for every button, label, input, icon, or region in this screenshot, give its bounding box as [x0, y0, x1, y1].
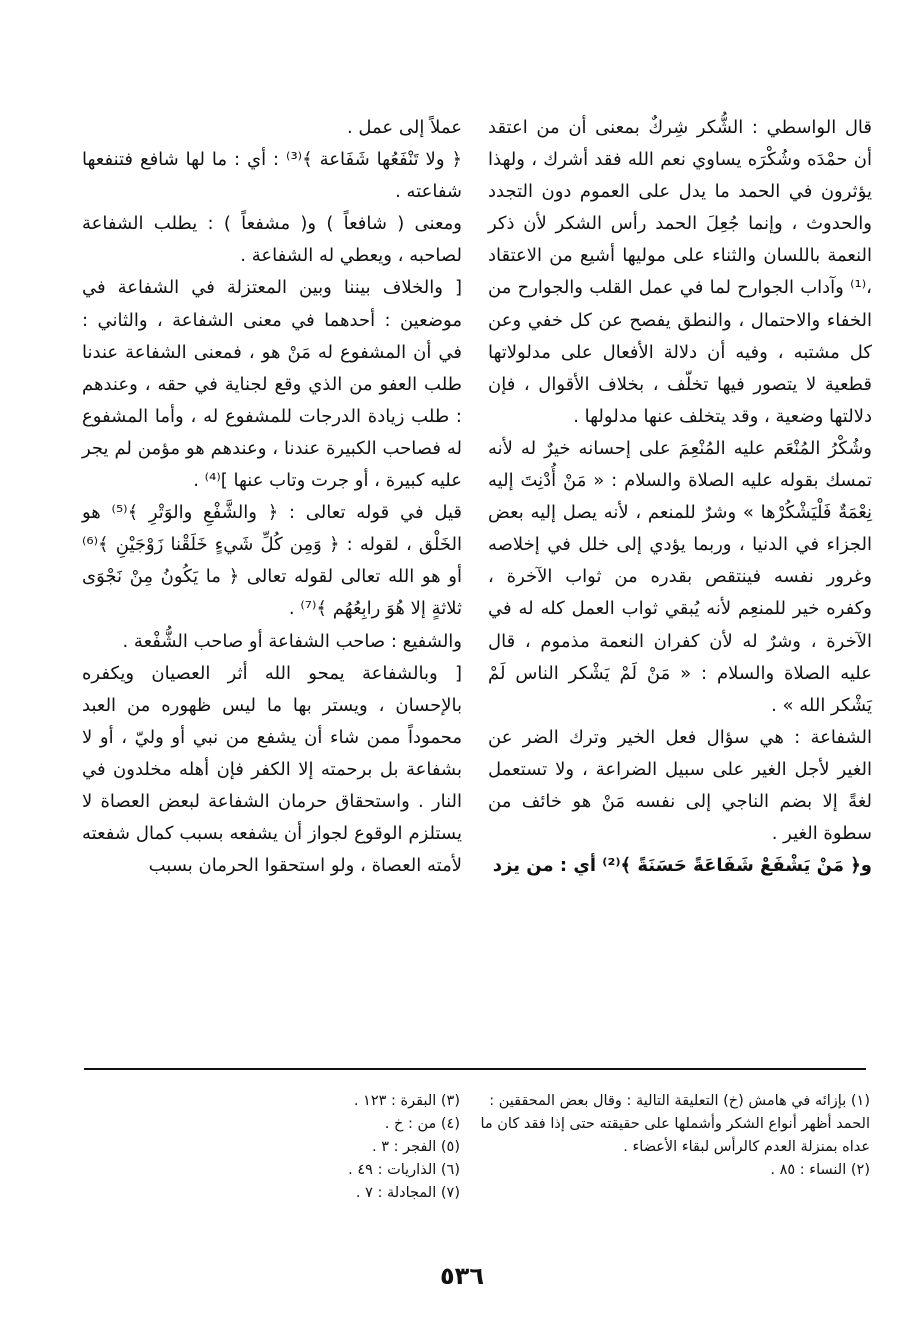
paragraph-shaf-watr: قيل في قوله تعالى : ﴿ والشَّفْعِ والوَتْرِ ﴾⁽⁵⁾ هو الخَلْق ، لقوله : ﴿ وَمِن كُلِّ شَيءٍ خَلَقْنا زَوْجَيْنِ ﴾⁽⁶⁾ أو هو الله تعالى لقوله تعالى ﴿ ما يَكُونُ مِنْ نَجْوَى ثلاثةٍ إلا هُوَ رابِعُهُم ﴾⁽⁷⁾ . [82, 502, 462, 620]
right-text-column [488, 112, 872, 882]
footnote-1: (١) بإزائه في هامش (خ) التعليقة التالية : وقال بعض المحققين : الحمد أظهر أنواع الشكر وأشملها على حقيقته حتى إذا فقد كان ما عداه بمنزلة العدم كالرأس لبقاء الأعضاء . [480, 1093, 870, 1155]
footnote-separator [84, 1068, 866, 1070]
paragraph-khilaf-mutazila: [ والخلاف بيننا وبين المعتزلة في الشفاعة في موضعين : أحدهما في معنى الشفاعة ، والثاني : في أن المشفوع له مَنْ هو ، فمعنى الشفاعة عندنا طلب العفو من الذي وقع لجناية في حقه ، وعندهم : طلب زيادة الدرجات للمشفوع له ، وأما المشفوع له فصاحب الكبيرة عندنا ، وعندهم هو مؤمن لم يجر عليه كبيرة ، أو جرت وتاب عنها ]⁽⁴⁾ . [82, 277, 462, 492]
footnote-5: (٥) الفجر : ٣ . [372, 1139, 460, 1155]
paragraph-amal: عملاً إلى عمل . [346, 117, 462, 138]
paragraph-shafaa-definition: الشفاعة : هي سؤال فعل الخير وترك الضر عن الغير لأجل الغير على سبيل الضراعة ، ولا تستعمل لغةً إلا بضم الناجي إلى نفسه مَنْ هو خائف من سطوة الغير . [488, 726, 872, 845]
paragraph-shukr-munim: وشُكْرُ المُنْعَم عليه المُنْعِمَ على إحسانه خيرٌ له لأنه تمسك بقوله عليه الصلاة والسلام : « مَنْ أُدْنِتَ إليه نِعْمَةٌ فَلْيَشْكُرْها » وشرٌ للمنعم ، لأنه يصل إليه بعض الجزاء في الدنيا ، وربما يؤدي إلى خلل في إخلاصه وغرور نفسه فينتقص بقدره من ثواب الآخرة ، وكفره خير للمنعِم لأنه يُبقي ثواب العمل كله له في الآخرة ، وشرٌ له لأن كفران النعمة مذموم ، قال عليه الصلاة والسلام : « مَنْ لَمْ يَشْكر الناس لَمْ يَشْكر الله » . [488, 437, 872, 716]
paragraph-shafi: والشفيع : صاحب الشفاعة أو صاحب الشُّفْعة . [122, 630, 462, 652]
footnote-3: (٣) البقرة : ١٢٣ . [353, 1093, 460, 1109]
left-text-column [82, 112, 462, 882]
footnotes-left [250, 1090, 460, 1205]
footnote-6: (٦) الذاريات : ٤٩ . [348, 1162, 460, 1178]
footnote-4: (٤) من : خ . [384, 1116, 460, 1132]
paragraph-la-tanfauha: ﴿ ولا تَنْفَعُها شَفَاعة ﴾⁽³⁾ : أي : ما لها شافع فتنفعها شفاعته . [82, 149, 463, 203]
footnotes-right [470, 1090, 870, 1182]
footnote-7: (٧) المجادلة : ٧ . [355, 1185, 460, 1201]
page-number: ٥٣٦ [440, 1262, 484, 1290]
paragraph-bil-shafaa: [ وبالشفاعة يمحو الله أثر العصيان ويكفره بالإحسان ، ويستر بها ما ليس ظهوره من العبد محموداً ممن شاء أن يشفع من نبي أو وليّ ، أو لا بشفاعة بل برحمته إلا الكفر فإن أهله مخلدون في النار . واستحقاق حرمان الشفاعة لبعض العصاة لا يستلزم الوقوع لجواز أن يشفعه بسبب كمال شفعته لأمته العصاة ، ولو استحقوا الحرمان بسبب [82, 662, 462, 877]
paragraph-shafian-mushaffan: ومعنى ( شافعاً ) و( مشفعاً ) : يطلب الشفاعة لصاحبه ، ويعطي له الشفاعة . [82, 213, 462, 267]
paragraph-man-yashfa: و﴿ مَنْ يَشْفَعْ شَفَاعَةً حَسَنَةً ﴾⁽²⁾ أي : من يزد [492, 855, 872, 877]
footnote-2: (٢) النساء : ٨٥ . [770, 1162, 870, 1178]
paragraph-wasiti-shukr: قال الواسطي : الشُّكر شِركٌ بمعنى أن من اعتقد أن حمْدَه وشُكْرَه يساوي نعم الله فقد أشرك ، ولهذا يؤثرون في الحمد ما يدل على العموم دون التجدد والحدوث ، وإنما جُعِلَ الحمد رأس الشكر لأن ذكر النعمة باللسان والثناء على موليها أشيع من الاعتقاد ،⁽¹⁾ وآداب الجوارح لما في عمل القلب والجوارح من الخفاء والاحتمال ، والنطق يفصح عن كل خفي وعن كل مشتبه ، وفيه أن دلالة الأفعال على مدلولاتها قطعية لا يتصور فيها تخلّف ، بخلاف الأقوال ، فإن دلالتها وضعية ، وقد يتخلف عنها مدلولها . [488, 117, 872, 427]
